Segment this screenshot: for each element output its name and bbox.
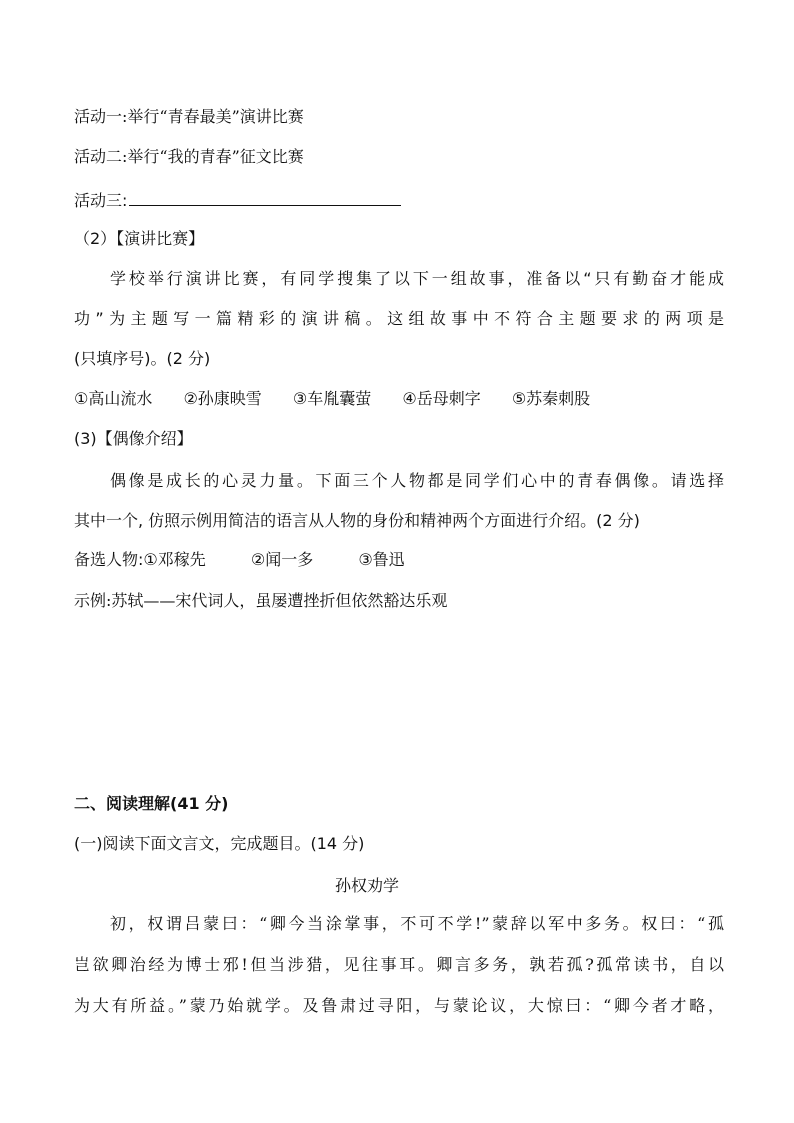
part-two-title: 二、阅读理解(41 分): [74, 794, 229, 813]
q3-candidate-3: ③鲁迅: [358, 550, 405, 569]
part-two-subtitle: (一)阅读下面文言文，完成题目。(14 分): [74, 834, 365, 853]
passage-line-2: 岂欲卿治经为博士邪!但当涉猎，见往事耳。卿言多务，孰若孤?孤常读书，自以: [74, 955, 724, 974]
q3-candidates-label: 备选人物:: [74, 550, 144, 569]
activity-two: 活动二:举行“我的青春”征文比赛: [74, 147, 304, 166]
passage-line-1: 初，权谓吕蒙曰：“卿今当涂掌事，不可不学!”蒙辞以军中多务。权曰：“孤: [110, 914, 724, 933]
q3-paragraph-line-2: 其中一个, 仿照示例用简洁的语言从人物的身份和精神两个方面进行介绍。(2 分): [74, 511, 640, 530]
passage-line-3: 为大有所益。”蒙乃始就学。及鲁肃过寻阳，与蒙论议，大惊曰：“卿今者才略，: [74, 996, 724, 1015]
q3-candidates: [74, 549, 724, 571]
q2-options: [74, 388, 724, 410]
activity-three-label: 活动三:: [74, 191, 128, 210]
q2-heading: （2）【演讲比赛】: [74, 229, 205, 248]
q2-option-3: ③车胤囊萤: [292, 389, 372, 408]
q3-example: 示例:苏轼——宋代词人，虽屡遭挫折但依然豁达乐观: [74, 591, 448, 610]
q2-paragraph-line-1: 学校举行演讲比赛，有同学搜集了以下一组故事，准备以“只有勤奋才能成: [110, 269, 724, 288]
q2-paragraph-line-3: (只填序号)。(2 分): [74, 349, 211, 368]
q3-heading: (3)【偶像介绍】: [74, 429, 193, 448]
q2-option-1: ①高山流水: [74, 389, 153, 408]
q3-candidate-1: ①邓稼先: [143, 550, 206, 569]
q3-paragraph-line-1: 偶像是成长的心灵力量。下面三个人物都是同学们心中的青春偶像。请选择: [110, 471, 724, 490]
q2-option-4: ④岳母刺字: [402, 389, 481, 408]
passage-title: 孙权劝学: [334, 876, 399, 895]
activity-three-blank[interactable]: [129, 187, 401, 206]
q2-option-2: ②孙康映雪: [183, 389, 262, 408]
activity-three: [74, 187, 724, 212]
activity-one: 活动一:举行“青春最美”演讲比赛: [74, 107, 304, 126]
q2-option-5: ⑤苏秦刺股: [511, 389, 591, 408]
q3-candidate-2: ②闻一多: [250, 550, 314, 569]
q2-paragraph-line-2: 功”为主题写一篇精彩的演讲稿。这组故事中不符合主题要求的两项是: [74, 309, 724, 328]
